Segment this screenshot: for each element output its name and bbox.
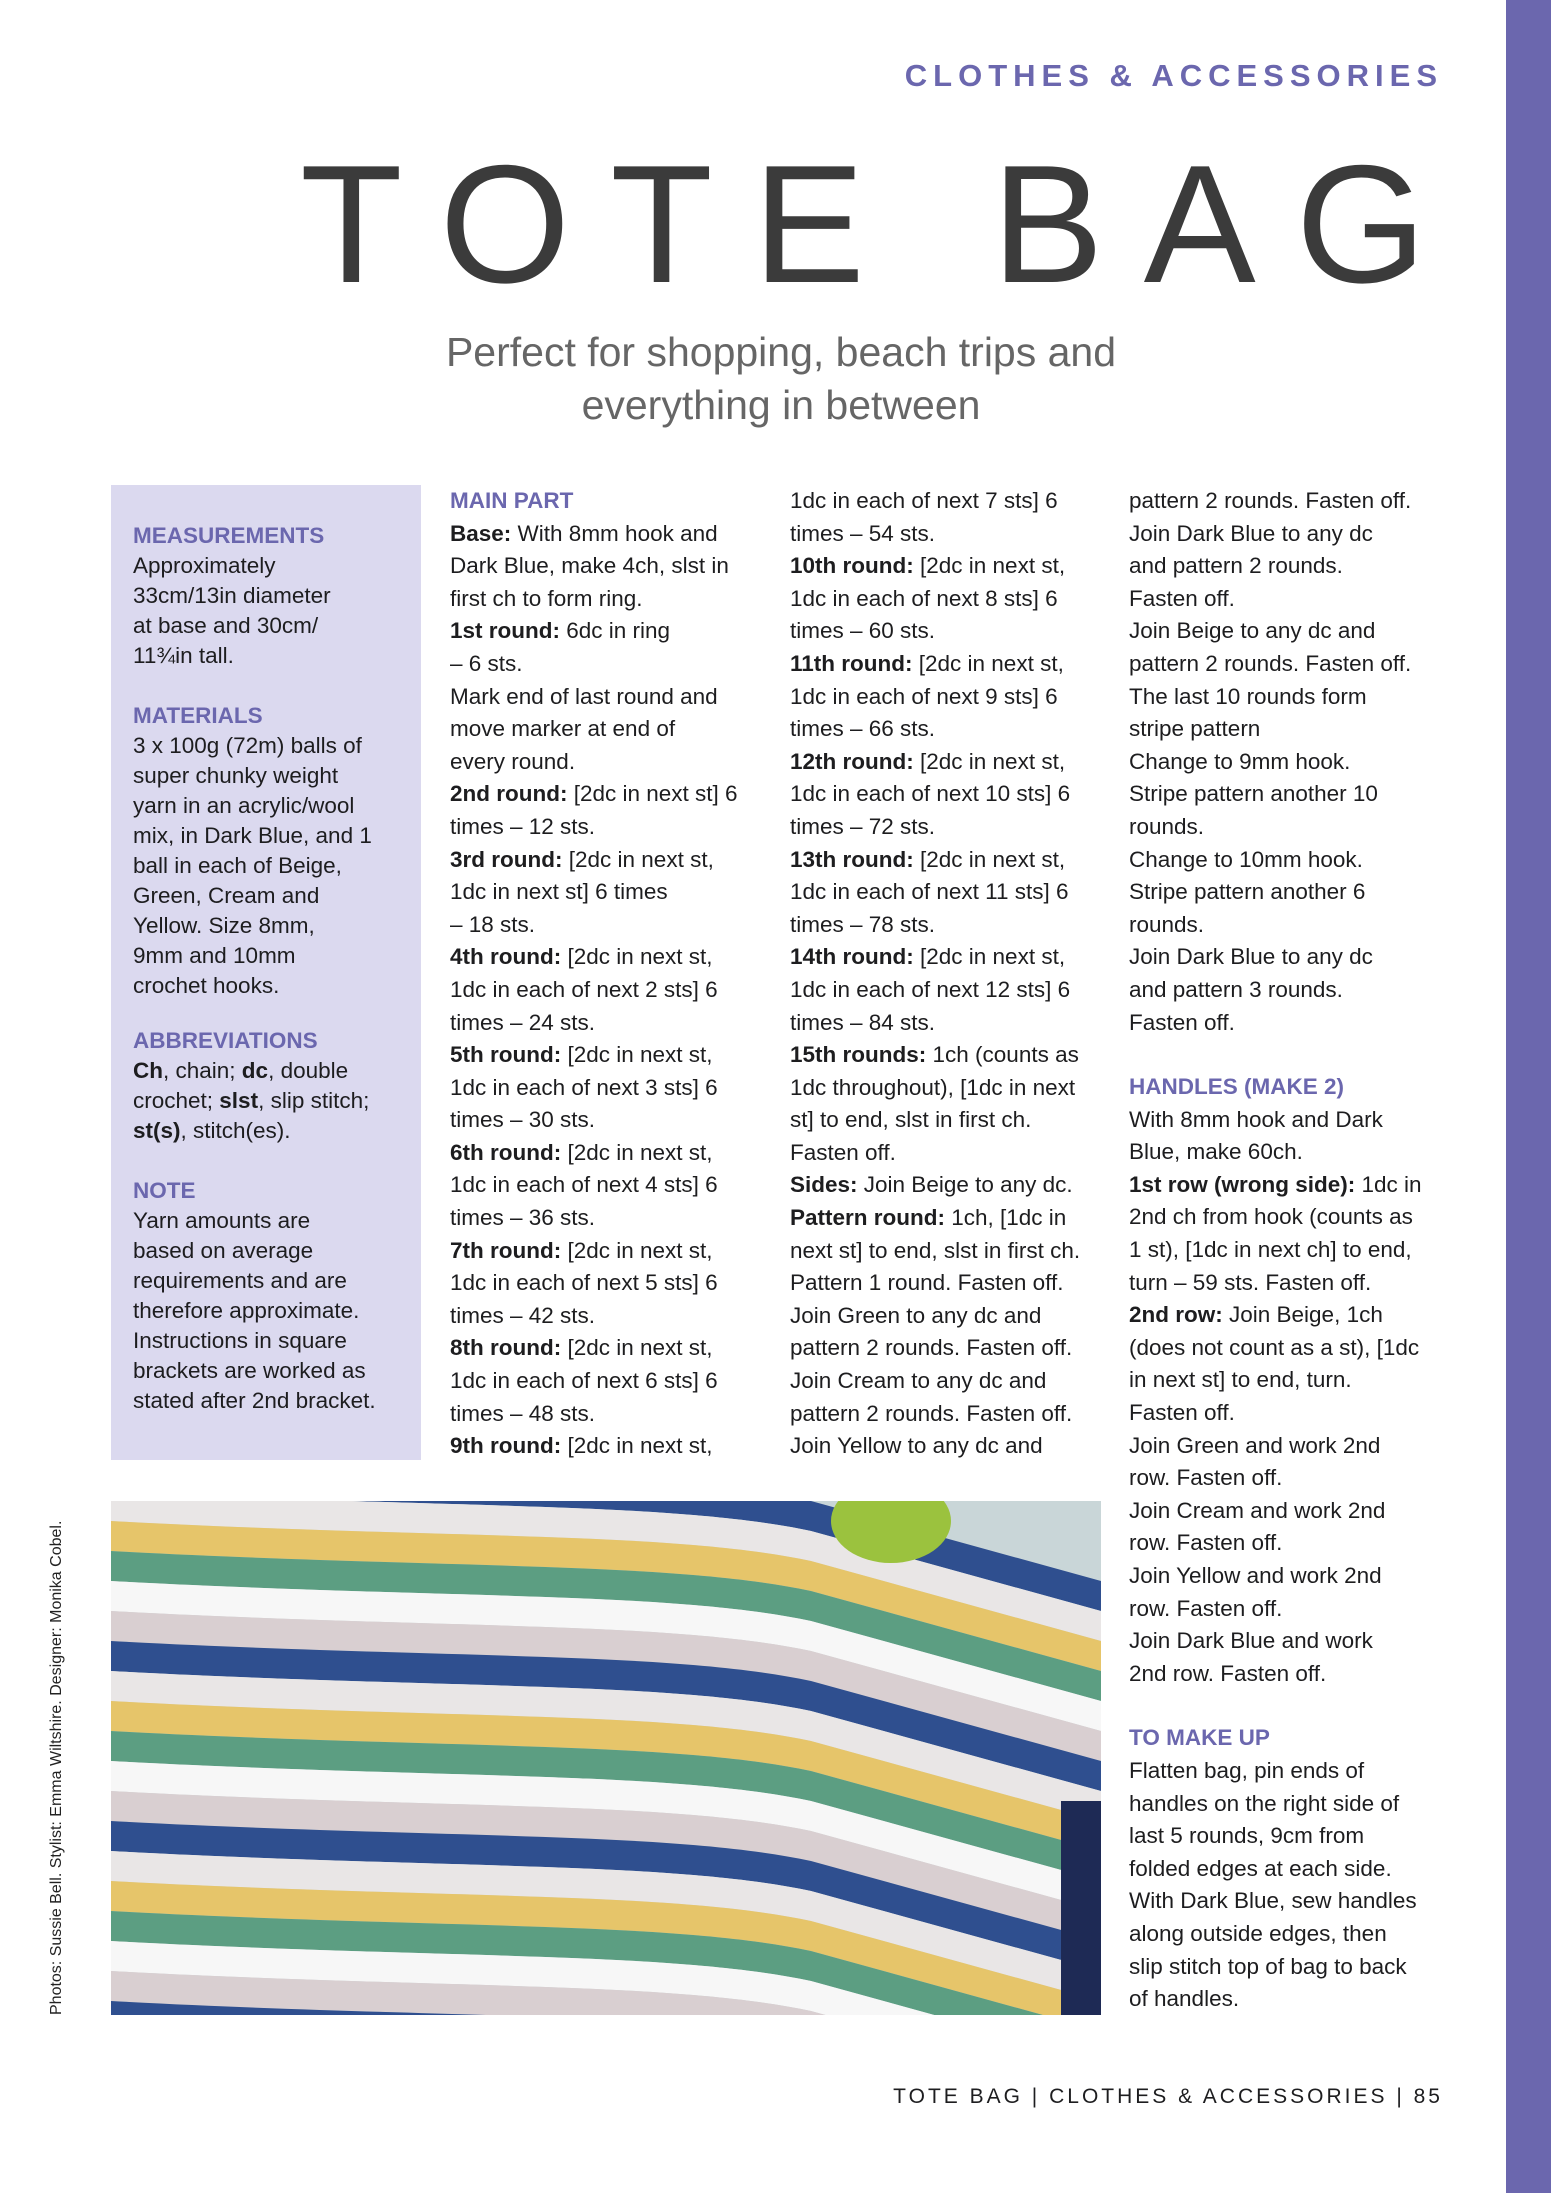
bold-lead: 1st round: — [450, 618, 560, 644]
main-part-text — [450, 518, 780, 1463]
instructions-column-3 — [1129, 485, 1459, 2016]
text-line: at base and 30cm/ — [133, 613, 319, 638]
note-heading: NOTE — [133, 1178, 196, 1203]
crochet-bag-photo — [111, 1501, 1101, 2015]
text-line: times – 24 sts. — [450, 1009, 596, 1035]
text-line: Change to 10mm hook. — [1129, 846, 1363, 872]
text-line: Approximately — [133, 553, 276, 578]
text-line: stripe pattern — [1129, 716, 1261, 742]
text-line: With 8mm hook and Dark — [1129, 1106, 1383, 1132]
text-line: (does not count as a st), [1dc — [1129, 1334, 1420, 1360]
text-line: super chunky weight — [133, 763, 339, 788]
bold-lead: 11th round: — [790, 650, 913, 676]
text-line: 15th rounds: 1ch (counts as — [790, 1042, 1079, 1068]
abbr-def: crochet; — [133, 1088, 220, 1113]
text-line: 1dc in each of next 2 sts] 6 — [450, 976, 718, 1002]
text-line: The last 10 rounds form — [1129, 683, 1367, 709]
text-line: therefore approximate. — [133, 1298, 360, 1323]
text-line: Join Yellow to any dc and — [790, 1433, 1043, 1459]
text-line: row. Fasten off. — [1129, 1595, 1283, 1621]
abbr-term: Ch — [133, 1058, 163, 1083]
text-line: 11¾in tall. — [133, 643, 234, 668]
bold-lead: 5th round: — [450, 1042, 562, 1068]
text-line: Yellow. Size 8mm, — [133, 913, 315, 938]
main-part-heading: MAIN PART — [450, 488, 574, 513]
text-line: in next st] to end, turn. — [1129, 1367, 1352, 1393]
text-line: Join Cream and work 2nd — [1129, 1497, 1386, 1523]
abbr-def: , double — [268, 1058, 349, 1083]
text-line: rounds. — [1129, 813, 1205, 839]
abbreviations-text — [133, 1056, 418, 1146]
bold-lead: Base: — [450, 520, 512, 546]
text-line: 1st round: 6dc in ring — [450, 618, 671, 644]
page-title: TOTE BAG — [300, 130, 1467, 318]
text-line: 1dc in each of next 6 sts] 6 — [450, 1368, 718, 1394]
text-line: Stripe pattern another 10 — [1129, 781, 1378, 807]
abbr-term: st(s) — [133, 1118, 181, 1143]
bold-lead: 2nd round: — [450, 781, 568, 807]
text-line: of handles. — [1129, 1986, 1240, 2012]
text-line: Stripe pattern another 6 — [1129, 879, 1366, 905]
text-line: 1dc in each of next 10 sts] 6 — [790, 781, 1071, 807]
bold-lead: 9th round: — [450, 1433, 562, 1459]
section-label: CLOTHES & ACCESSORIES — [904, 58, 1443, 93]
text-line: times – 48 sts. — [450, 1400, 596, 1426]
text-line: Dark Blue, make 4ch, slst in — [450, 553, 729, 579]
text-line: mix, in Dark Blue, and 1 — [133, 823, 372, 848]
bold-lead: Sides: — [790, 1172, 858, 1198]
bold-lead: 1st row (wrong side): — [1129, 1171, 1356, 1197]
bold-lead: 3rd round: — [450, 846, 563, 872]
abbr-def: , stitch(es). — [180, 1118, 291, 1143]
materials-heading: MATERIALS — [133, 703, 263, 728]
make-up-heading: TO MAKE UP — [1129, 1725, 1270, 1751]
text-line: times – 42 sts. — [450, 1302, 596, 1328]
text-line: move marker at end of — [450, 716, 676, 742]
instructions-column-2 — [790, 485, 1120, 1463]
text-line: 3rd round: [2dc in next st, — [450, 846, 714, 872]
text-line: – 18 sts. — [450, 911, 536, 937]
bold-lead: 15th rounds: — [790, 1042, 927, 1068]
text-line: 11th round: [2dc in next st, — [790, 650, 1064, 676]
info-sidebar — [111, 485, 421, 1460]
text-line: 1 st), [1dc in next ch] to end, — [1129, 1237, 1412, 1263]
text-line: every round. — [450, 748, 576, 774]
text-line: Fasten off. — [790, 1139, 896, 1165]
text-line: crochet hooks. — [133, 973, 280, 998]
text-line: ball in each of Beige, — [133, 853, 342, 878]
text-line: slip stitch top of bag to back — [1129, 1953, 1407, 1979]
text-line: Yarn amounts are — [133, 1208, 311, 1233]
note-text — [133, 1206, 418, 1416]
text-line: Join Beige to any dc and — [1129, 618, 1376, 644]
text-line: and pattern 2 rounds. — [1129, 553, 1343, 579]
text-line: 9th round: [2dc in next st, — [450, 1433, 713, 1459]
text-line: st] to end, slst in first ch. — [790, 1107, 1032, 1133]
text-line: requirements and are — [133, 1268, 347, 1293]
text-line: turn – 59 sts. Fasten off. — [1129, 1269, 1372, 1295]
text-line: yarn in an acrylic/wool — [133, 793, 355, 818]
text-line: Fasten off. — [1129, 585, 1235, 611]
measurements-text — [133, 551, 418, 671]
text-line: 2nd row: Join Beige, 1ch — [1129, 1302, 1383, 1328]
bold-lead: 13th round: — [790, 846, 914, 872]
text-line: pattern 2 rounds. Fasten off. — [790, 1335, 1073, 1361]
text-line: times – 54 sts. — [790, 520, 936, 546]
bold-lead: Pattern round: — [790, 1205, 945, 1231]
abbreviations-heading: ABBREVIATIONS — [133, 1028, 318, 1053]
make-up-text — [1129, 1755, 1459, 2016]
page-subtitle — [380, 326, 1182, 432]
text-line: first ch to form ring. — [450, 585, 643, 611]
text-line: 12th round: [2dc in next st, — [790, 748, 1066, 774]
text-line: pattern 2 rounds. Fasten off. — [1129, 650, 1412, 676]
text-line: 10th round: [2dc in next st, — [790, 553, 1066, 579]
abbr-def: , slip stitch; — [258, 1088, 370, 1113]
text-line: row. Fasten off. — [1129, 1465, 1283, 1491]
page-footer: TOTE BAG | CLOTHES & ACCESSORIES | 85 — [893, 2085, 1443, 2108]
text-line: 7th round: [2dc in next st, — [450, 1237, 713, 1263]
text-line: With Dark Blue, sew handles — [1129, 1888, 1417, 1914]
text-line: 1dc in each of next 7 sts] 6 — [790, 488, 1058, 513]
text-line: row. Fasten off. — [1129, 1530, 1283, 1556]
striped-bag-image — [111, 1501, 1101, 2015]
text-line: Join Green and work 2nd — [1129, 1432, 1381, 1458]
denim-edge — [1061, 1801, 1101, 2015]
text-line: Join Dark Blue to any dc — [1129, 520, 1373, 546]
text-line: handles on the right side of — [1129, 1790, 1400, 1816]
text-line: – 6 sts. — [450, 650, 523, 676]
text-line: times – 78 sts. — [790, 911, 936, 937]
text-line: Pattern 1 round. Fasten off. — [790, 1270, 1064, 1296]
text-line: Fasten off. — [1129, 1400, 1235, 1426]
text-line: 1dc in each of next 12 sts] 6 — [790, 976, 1071, 1002]
abbr-def: , chain; — [163, 1058, 242, 1083]
text-line: 2nd round: [2dc in next st] 6 — [450, 781, 738, 807]
text-line: folded edges at each side. — [1129, 1855, 1392, 1881]
bold-lead: 6th round: — [450, 1139, 562, 1165]
instructions-column-1 — [450, 485, 780, 1463]
text-line: 4th round: [2dc in next st, — [450, 944, 713, 970]
bold-lead: 7th round: — [450, 1237, 562, 1263]
handles-heading: HANDLES (MAKE 2) — [1129, 1074, 1345, 1100]
text-line: Mark end of last round and — [450, 683, 718, 709]
text-line: 3 x 100g (72m) balls of — [133, 733, 362, 758]
bold-lead: 10th round: — [790, 553, 914, 579]
text-line: 1dc throughout), [1dc in next — [790, 1074, 1076, 1100]
text-line: times – 12 sts. — [450, 813, 596, 839]
text-line: 1dc in each of next 4 sts] 6 — [450, 1172, 718, 1198]
text-line: 1dc in next st] 6 times — [450, 879, 668, 905]
text-line: 33cm/13in diameter — [133, 583, 331, 608]
text-line: stated after 2nd bracket. — [133, 1388, 376, 1413]
side-accent-stripe — [1506, 0, 1551, 2193]
text-line: times – 66 sts. — [790, 716, 936, 742]
text-line: Sides: Join Beige to any dc. — [790, 1172, 1073, 1198]
text-line: 13th round: [2dc in next st, — [790, 846, 1066, 872]
text-line: and pattern 3 rounds. — [1129, 976, 1343, 1002]
text-line: 6th round: [2dc in next st, — [450, 1139, 713, 1165]
text-line: based on average — [133, 1238, 314, 1263]
text-line: 1dc in each of next 8 sts] 6 — [790, 585, 1058, 611]
bold-lead: 4th round: — [450, 944, 562, 970]
text-line: Fasten off. — [1129, 1009, 1235, 1035]
text-line: 1dc in each of next 11 sts] 6 — [790, 879, 1069, 905]
bold-lead: 12th round: — [790, 748, 914, 774]
handles-text — [1129, 1104, 1459, 1691]
text-line: 2nd ch from hook (counts as — [1129, 1204, 1413, 1230]
text-line: Join Green to any dc and — [790, 1302, 1042, 1328]
text-line: Base: With 8mm hook and — [450, 520, 718, 546]
rounds-text — [790, 485, 1120, 1463]
abbr-term: slst — [219, 1088, 259, 1113]
text-line: times – 84 sts. — [790, 1009, 936, 1035]
text-line: pattern 2 rounds. Fasten off. — [790, 1400, 1073, 1426]
text-line: pattern 2 rounds. Fasten off. — [1129, 488, 1412, 513]
text-line: 1dc in each of next 3 sts] 6 — [450, 1074, 718, 1100]
sides-text — [1129, 485, 1459, 1039]
text-line: Join Yellow and work 2nd — [1129, 1563, 1382, 1588]
text-line: last 5 rounds, 9cm from — [1129, 1823, 1365, 1849]
text-line: next st] to end, slst in first ch. — [790, 1237, 1081, 1263]
text-line: 1dc in each of next 9 sts] 6 — [790, 683, 1058, 709]
text-line: Join Dark Blue to any dc — [1129, 944, 1373, 970]
text-line: Blue, make 60ch. — [1129, 1139, 1303, 1165]
subtitle-line: everything in between — [581, 382, 981, 428]
text-line: rounds. — [1129, 911, 1205, 937]
text-line: brackets are worked as — [133, 1358, 366, 1383]
text-line: times – 60 sts. — [790, 618, 936, 644]
materials-text — [133, 731, 418, 1001]
bold-lead: 14th round: — [790, 944, 914, 970]
text-line: Instructions in square — [133, 1328, 347, 1353]
text-line: times – 72 sts. — [790, 813, 936, 839]
text-line: Pattern round: 1ch, [1dc in — [790, 1205, 1067, 1231]
photo-credit: Photos: Sussie Bell. Stylist: Emma Wiltshire. Designer: Monika Cobel. — [48, 1520, 65, 2015]
text-line: Join Cream to any dc and — [790, 1368, 1047, 1394]
subtitle-line: Perfect for shopping, beach trips and — [445, 329, 1117, 375]
text-line: along outside edges, then — [1129, 1920, 1387, 1946]
text-line: times – 36 sts. — [450, 1205, 596, 1231]
text-line: 1dc in each of next 5 sts] 6 — [450, 1270, 718, 1296]
abbr-term: dc — [241, 1058, 269, 1083]
text-line: 1st row (wrong side): 1dc in — [1129, 1171, 1422, 1197]
text-line: 8th round: [2dc in next st, — [450, 1335, 713, 1361]
text-line: 5th round: [2dc in next st, — [450, 1042, 713, 1068]
text-line: 9mm and 10mm — [133, 943, 296, 968]
measurements-heading: MEASUREMENTS — [133, 523, 325, 548]
bold-lead: 8th round: — [450, 1335, 562, 1361]
bold-lead: 2nd row: — [1129, 1302, 1223, 1328]
text-line: Flatten bag, pin ends of — [1129, 1757, 1365, 1783]
text-line: 14th round: [2dc in next st, — [790, 944, 1066, 970]
text-line: times – 30 sts. — [450, 1107, 596, 1133]
text-line: 2nd row. Fasten off. — [1129, 1660, 1327, 1686]
text-line: Green, Cream and — [133, 883, 320, 908]
text-line: Join Dark Blue and work — [1129, 1628, 1373, 1654]
text-line: Change to 9mm hook. — [1129, 748, 1351, 774]
